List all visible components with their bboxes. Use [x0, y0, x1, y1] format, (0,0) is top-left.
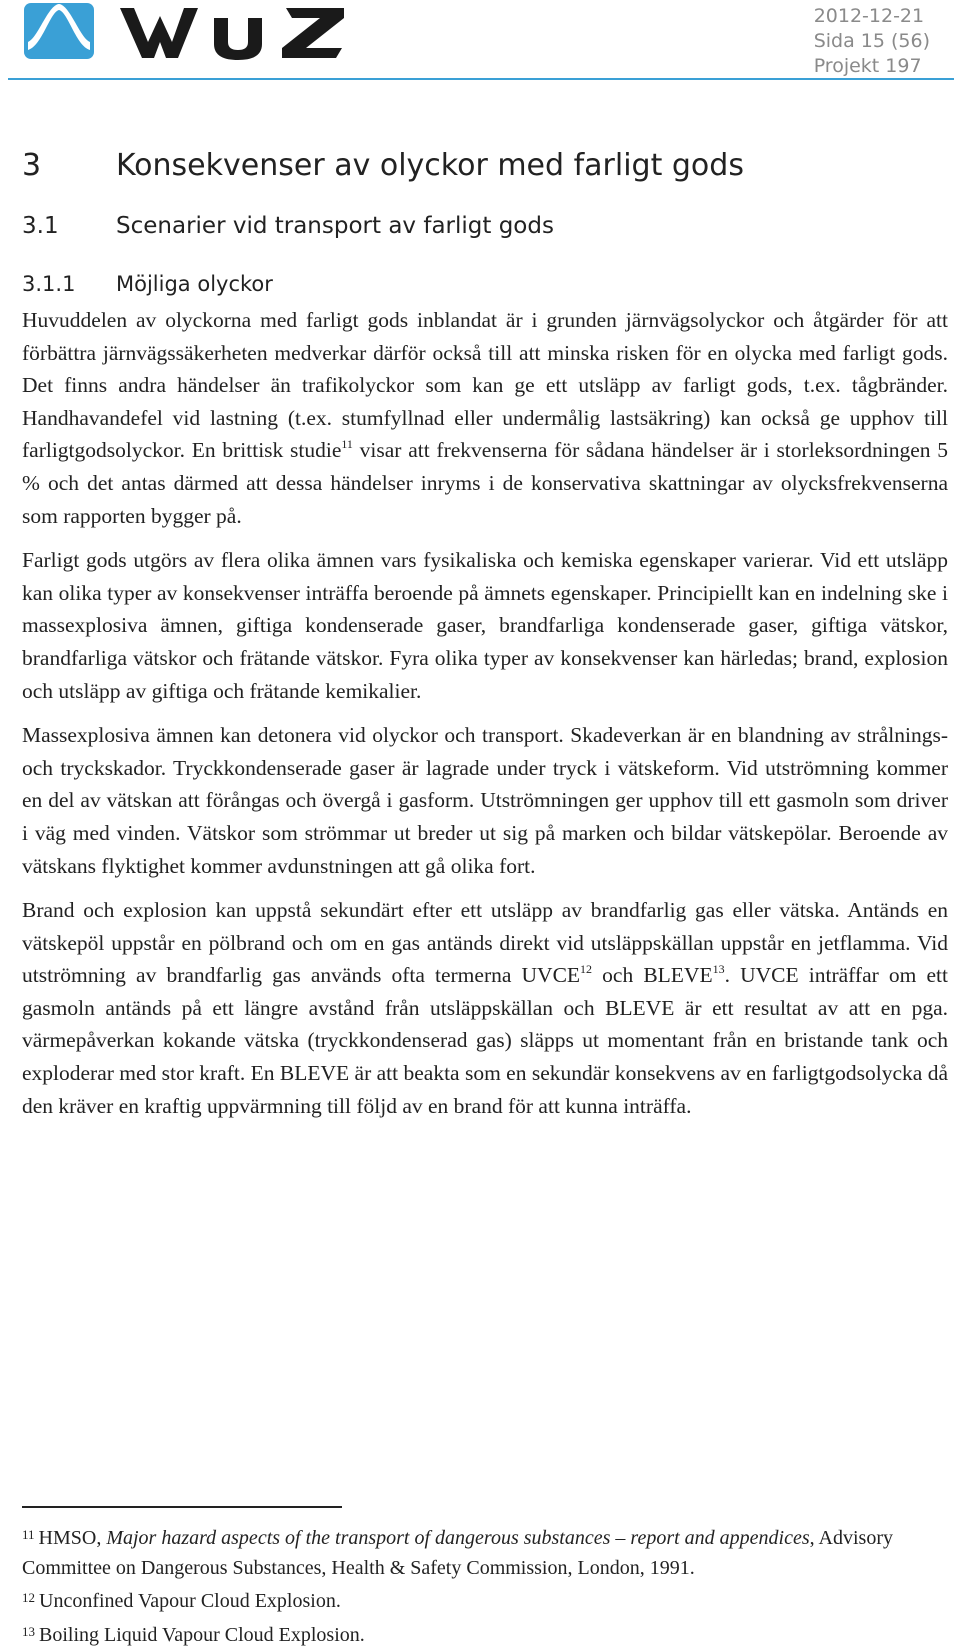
heading-level-1 — [22, 148, 744, 183]
body-text — [22, 304, 948, 1134]
heading-number: 3.1 — [22, 213, 116, 239]
footnote-ref-13[interactable]: 13 — [713, 962, 725, 976]
page-number: Sida 15 (56) — [814, 29, 930, 54]
heading-text: Scenarier vid transport av farligt gods — [116, 213, 554, 239]
paragraph-4: Brand och explosion kan uppstå sekundärt efter ett utsläpp av brandfarlig gas eller vätska. Antänds en vätskepöl uppstår en pölbrand och om en gas antänds direkt vid utsläppskällan uppstår en jetflamma. Vid utströmning av brandfarlig gas används ofta termerna UVCE$^{12}$ och BLEVE$^{13}$. UVCE inträffar om ett gasmoln antänds på ett längre avstånd från utsläppskällan och BLEVE är ett resultat av att en pga. värmepåverkan kokande vätska (tryckkondenserad gas) släpps ut momentant från en bristande tank och exploderar med stor kraft. En BLEVE är att beakta som en sekundär konsekvens av en farligtgodsolycka då den kräver en kraftig uppvärmning till följd av en brand för att kunna inträffa. — [22, 894, 948, 1122]
document-date: 2012-12-21 — [814, 4, 930, 29]
footnote-ref-12[interactable]: 12 — [580, 962, 592, 976]
footnote-13: $^{13}$ Boiling Liquid Vapour Cloud Explosion. — [22, 1617, 948, 1650]
footnote-separator — [22, 1506, 342, 1508]
heading-level-3 — [22, 272, 273, 296]
paragraph-2: Farligt gods utgörs av flera olika ämnen vars fysikaliska och kemiska egenskaper varierar. Vid ett utsläpp kan olika typer av konsekvenser inträffa beroende på ämnets egenskaper. Principiellt kan en indelning ske i massexplosiva ämnen, giftiga kondenserade gaser, brandfarliga kondenserade gaser, giftiga vätskor, brandfarliga vätskor och frätande vätskor. Fyra olika typer av konsekvenser kan härledas; brand, explosion och utsläpp av giftiga och frätande kemikalier. — [22, 544, 948, 707]
footnote-12: $^{12}$ Unconfined Vapour Cloud Explosion. — [22, 1583, 948, 1617]
footnote-11: $^{11}$ HMSO, Major hazard aspects of the transport of dangerous substances – report and appendices, Advisory Committee on Dangerous Substances, Health & Safety Commission, London, 1991. — [22, 1520, 948, 1583]
footnote-ref-11[interactable]: 11 — [341, 437, 353, 451]
project-number: Projekt 197 — [814, 54, 930, 79]
paragraph-3: Massexplosiva ämnen kan detonera vid olyckor och transport. Skadeverkan är en blandning av strålnings- och tryckskador. Tryckkondenserade gaser är lagrade under tryck i vätskeform. Vid utströmning kommer en del av vätskan att förångas och övergå i gasform. Utströmningen ger upphov till ett gasmoln som driver i väg med vinden. Vätskor som strömmar ut breder ut sig på marken och bildar vätskepölar. Beroende av vätskans flyktighet kommer avdunstningen att gå olika fort. — [22, 719, 948, 882]
header-meta — [814, 4, 930, 79]
heading-number: 3 — [22, 148, 116, 183]
wuz-logo — [24, 0, 364, 70]
heading-text: Konsekvenser av olyckor med farligt gods — [116, 148, 744, 183]
heading-text: Möjliga olyckor — [116, 272, 273, 296]
page-header — [0, 0, 960, 82]
footnotes — [22, 1520, 948, 1650]
heading-level-2 — [22, 213, 554, 239]
heading-number: 3.1.1 — [22, 272, 116, 296]
paragraph-1: Huvuddelen av olyckorna med farligt gods inblandat är i grunden järnvägsolyckor och åtgärder för att förbättra järnvägssäkerheten medverkar därför också till att minska risken för en olycka med farligt gods. Det finns andra händelser än trafikolyckor som kan ge ett utsläpp av farligt gods, t.ex. tågbränder. Handhavandefel vid lastning (t.ex. stumfyllnad eller undermålig lastsäkring) kan också ge upphov till farligtgodsolyckor. En brittisk studie$^{11}$ visar att frekvenserna för sådana händelser är i storleksordningen 5 % och det antas därmed att dessa händelser inryms i de konservativa skattningar av olycksfrekvenserna som rapporten bygger på. — [22, 304, 948, 532]
header-rule — [8, 78, 954, 80]
